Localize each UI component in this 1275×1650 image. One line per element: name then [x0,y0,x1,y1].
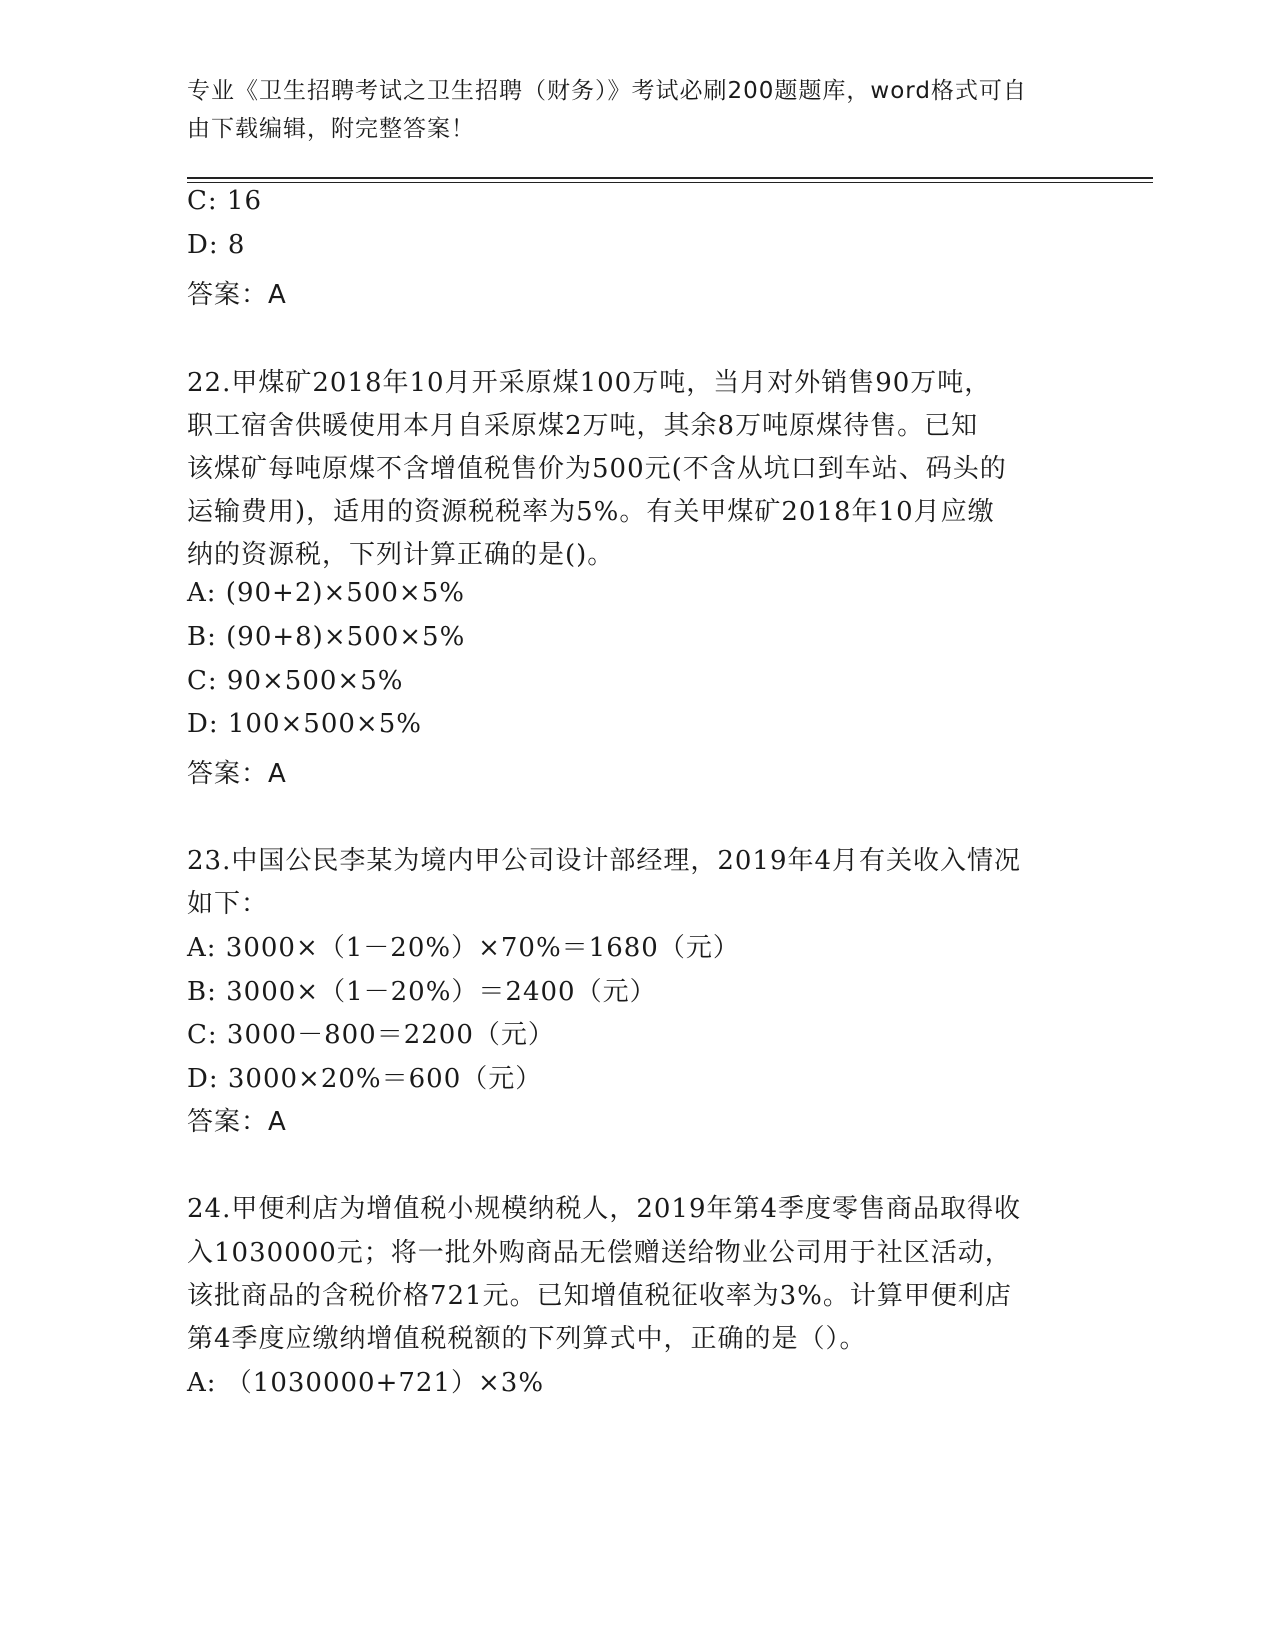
header-line-1: 专业《卫生招聘考试之卫生招聘（财务）》考试必刷200题题库，word格式可自 [187,78,1027,104]
q22-option-c: C: 90×500×5% [187,666,404,696]
q22-stem-line: 22.甲煤矿2018年10月开采原煤100万吨，当月对外销售90万吨， [187,368,992,398]
q22-option-b: B: (90+8)×500×5% [187,622,466,652]
header-line-2: 由下载编辑，附完整答案！ [187,116,475,142]
q23-answer: 答案：A [187,1107,287,1137]
q21-answer: 答案：A [187,280,287,310]
q23-option-a: A: 3000×（1－20%）×70%＝1680（元） [187,933,740,963]
q22-option-d: D: 100×500×5% [187,709,422,739]
q24-stem-line: 第4季度应缴纳增值税税额的下列算式中，正确的是（）。 [187,1324,867,1354]
q23-stem-line: 如下： [187,889,269,919]
q23-option-c: C: 3000－800＝2200（元） [187,1020,555,1050]
q22-stem-line: 运输费用)，适用的资源税税率为5%。有关甲煤矿2018年10月应缴 [187,497,995,527]
q24-stem-line: 24.甲便利店为增值税小规模纳税人，2019年第4季度零售商品取得收 [187,1194,1022,1224]
q21-option-c: C: 16 [187,186,263,216]
page-header [187,72,1077,148]
q23-stem-line: 23.中国公民李某为境内甲公司设计部经理，2019年4月有关收入情况 [187,846,1022,876]
q24-stem-line: 入1030000元；将一批外购商品无偿赠送给物业公司用于社区活动， [187,1238,1012,1268]
q24-option-a: A: （1030000+721）×3% [187,1368,545,1398]
q22-option-a: A: (90+2)×500×5% [187,578,465,608]
q24-stem-line: 该批商品的含税价格721元。已知增值税征收率为3%。计算甲便利店 [187,1281,1012,1311]
q22-stem-line: 纳的资源税，下列计算正确的是()。 [187,540,615,570]
q22-answer: 答案：A [187,759,287,789]
q22-stem-line: 职工宿舍供暖使用本月自采原煤2万吨，其余8万吨原煤待售。已知 [187,411,979,441]
header-divider [187,177,1153,183]
q23-option-d: D: 3000×20%＝600（元） [187,1064,543,1094]
q21-option-d: D: 8 [187,230,246,260]
q23-option-b: B: 3000×（1－20%）＝2400（元） [187,977,657,1007]
q22-stem-line: 该煤矿每吨原煤不含增值税售价为500元(不含从坑口到车站、码头的 [187,454,1007,484]
